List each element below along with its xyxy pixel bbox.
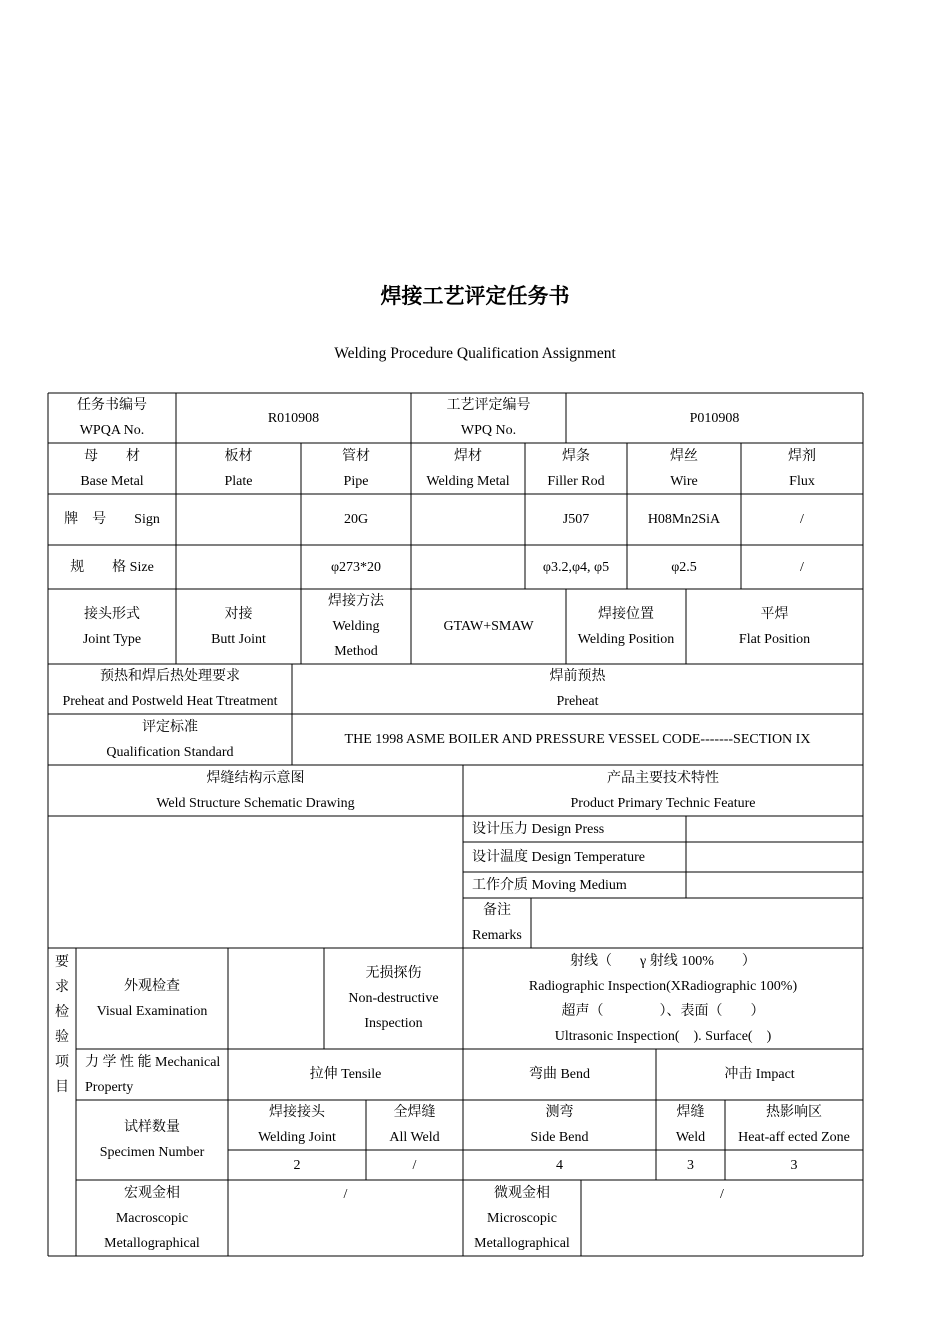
pipe-cn: 管材 (342, 448, 370, 464)
qualification-standard-en: Qualification Standard (106, 744, 234, 760)
wire-cn: 焊丝 (670, 448, 698, 464)
welding-method-cn: 焊接方法 (328, 594, 384, 609)
mechanical-property-label (76, 1049, 228, 1100)
qualification-standard-cn: 评定标准 (142, 719, 198, 735)
ndt-ultrasonic-en: Ultrasonic Inspection( ). Surface( ) (554, 1028, 772, 1044)
sign-rod-text: J507 (562, 512, 590, 527)
sign-flux (741, 494, 863, 545)
ndt-en2: Inspection (364, 1016, 423, 1031)
visual-examination-label (76, 948, 228, 1049)
wpq-label (411, 393, 566, 443)
weld-cn: 焊缝 (676, 1105, 705, 1120)
all-weld-header (366, 1100, 463, 1150)
bend-header (463, 1049, 656, 1100)
macroscopic-label (76, 1180, 228, 1256)
weld-count (656, 1150, 725, 1180)
joint-type-value-cn: 对接 (224, 606, 253, 622)
welding-position-en: Welding Position (577, 631, 675, 647)
filler-rod-en: Filler Rod (547, 473, 605, 489)
welding-position-value-en: Flat Position (738, 631, 811, 647)
heat-treatment-value-en: Preheat (556, 694, 599, 709)
flux-cn: 焊剂 (788, 448, 816, 464)
macroscopic-cn: 宏观金相 (124, 1185, 180, 1201)
weld-drawing-header (48, 765, 463, 816)
welding-method-value-text: GTAW+SMAW (443, 619, 534, 634)
welding-position-label (566, 589, 686, 664)
base-metal-cn: 母 材 (84, 448, 140, 464)
wire-header (627, 443, 741, 494)
weld-en: Weld (675, 1130, 706, 1145)
haz-count (725, 1150, 863, 1180)
remarks-cn: 备注 (483, 903, 511, 918)
size-pipe (301, 545, 411, 589)
welding-metal-cn: 焊材 (454, 448, 482, 464)
sign-weld (411, 494, 525, 545)
haz-en: Heat-aff ected Zone (738, 1130, 850, 1145)
side-bend-count-text: 4 (556, 1157, 563, 1173)
ndt-label (324, 948, 463, 1049)
ndt-cn: 无损探伤 (365, 966, 422, 981)
remarks-en: Remarks (472, 928, 522, 943)
size-flux (741, 545, 863, 589)
sign-wire-text: H08Mn2SiA (647, 512, 721, 527)
welding-method-en2: Method (334, 644, 378, 659)
microscopic-label (463, 1180, 581, 1256)
qualification-standard-text: THE 1998 ASME BOILER AND PRESSURE VESSEL CODE-------SECTION IX (344, 732, 811, 747)
ndt-ultrasonic-cn: 超声（ ）、表面（ ） (561, 1003, 765, 1019)
specimen-number-label (76, 1100, 228, 1180)
specimen-number-cn: 试样数量 (124, 1120, 180, 1135)
wpq-value (566, 393, 863, 443)
welding-position-value-cn: 平焊 (760, 606, 789, 622)
welding-joint-cn: 焊接接头 (269, 1105, 325, 1120)
welding-method-en1: Welding (332, 619, 380, 634)
weld-drawing-area (48, 816, 463, 948)
bend-text: 弯曲 Bend (528, 1067, 591, 1082)
visual-examination-en: Visual Examination (96, 1003, 208, 1019)
weld-drawing-en: Weld Structure Schematic Drawing (156, 795, 355, 811)
side-char-4: 验 (55, 1030, 69, 1045)
size-wire (627, 545, 741, 589)
size-label (48, 545, 176, 589)
wpqa-label-en: WPQA No. (79, 423, 145, 438)
technic-feature-cn: 产品主要技术特性 (607, 770, 719, 786)
qualification-standard-label (48, 714, 292, 765)
ndt-value (463, 948, 863, 1049)
plate-cn: 板材 (224, 448, 253, 464)
base-metal-header (48, 443, 176, 494)
heat-treatment-value (292, 664, 863, 714)
weld-header (656, 1100, 725, 1150)
microscopic-value (581, 1180, 863, 1256)
joint-type-en: Joint Type (82, 631, 142, 647)
sign-label-text: 牌 号 Sign (64, 512, 160, 527)
wpq-label-cn: 工艺评定编号 (446, 398, 531, 413)
base-metal-en: Base Metal (80, 473, 144, 489)
sign-label (48, 494, 176, 545)
inspection-side-label (48, 948, 76, 1108)
size-pipe-text: φ273*20 (330, 559, 382, 575)
design-pressure-text: 设计压力 Design Press (472, 821, 605, 837)
welding-method-value (411, 589, 566, 664)
wire-en: Wire (670, 473, 698, 489)
all-weld-en: All Weld (389, 1130, 440, 1145)
welding-joint-count (228, 1150, 366, 1180)
size-flux-text: / (800, 559, 804, 575)
design-temperature-value (686, 842, 863, 872)
joint-type-value-en: Butt Joint (211, 631, 266, 647)
impact-header (656, 1049, 863, 1100)
remarks-label (463, 898, 531, 948)
flux-header (741, 443, 863, 494)
side-char-1: 要 (55, 955, 69, 970)
all-weld-count-text: / (412, 1157, 417, 1173)
heat-treatment-en: Preheat and Postweld Heat Ttreatment (62, 694, 278, 709)
welding-metal-en: Welding Metal (426, 473, 510, 489)
sign-plate (176, 494, 301, 545)
technic-feature-en: Product Primary Technic Feature (570, 795, 756, 811)
microscopic-en2: Metallographical (474, 1235, 570, 1251)
ndt-radiographic-en: Radiographic Inspection(XRadiographic 100%) (528, 978, 798, 994)
all-weld-count (366, 1150, 463, 1180)
side-bend-count (463, 1150, 656, 1180)
moving-medium-value (686, 872, 863, 898)
macroscopic-value (228, 1180, 463, 1256)
specimen-number-en: Specimen Number (99, 1145, 205, 1160)
microscopic-value-text: / (720, 1187, 724, 1202)
design-temperature-text: 设计温度 Design Temperature (472, 849, 645, 865)
ndt-radiographic-cn: 射线（ γ 射线 100% ） (570, 953, 756, 969)
mechanical-property-line1: 力 学 性 能 Mechanical (85, 1054, 221, 1070)
ndt-en1: Non-destructive (348, 991, 439, 1006)
mechanical-property-line2: Property (85, 1079, 134, 1095)
pipe-header (301, 443, 411, 494)
joint-type-cn: 接头形式 (84, 606, 140, 622)
welding-metal-header (411, 443, 525, 494)
tensile-text: 拉伸 Tensile (309, 1067, 382, 1082)
tensile-header (228, 1049, 463, 1100)
all-weld-cn: 全焊缝 (393, 1105, 436, 1120)
microscopic-en1: Microscopic (487, 1210, 557, 1226)
joint-type-value (176, 589, 301, 664)
filler-rod-cn: 焊条 (562, 448, 590, 464)
haz-count-text: 3 (790, 1157, 798, 1173)
welding-joint-en: Welding Joint (258, 1130, 336, 1145)
joint-type-label (48, 589, 176, 664)
design-temperature-label (463, 842, 686, 872)
side-char-6: 目 (55, 1080, 69, 1095)
size-weld (411, 545, 525, 589)
heat-treatment-label (48, 664, 292, 714)
welding-joint-count-text: 2 (293, 1157, 301, 1173)
wpq-value-text: P010908 (689, 410, 740, 426)
side-char-2: 求 (55, 980, 69, 995)
weld-count-text: 3 (687, 1157, 694, 1173)
welding-joint-header (228, 1100, 366, 1150)
filler-rod-header (525, 443, 627, 494)
plate-header (176, 443, 301, 494)
design-pressure-label (463, 816, 686, 842)
plate-en: Plate (224, 473, 253, 489)
flux-en: Flux (789, 473, 815, 489)
microscopic-cn: 微观金相 (494, 1185, 550, 1201)
sign-pipe-text: 20G (343, 512, 369, 527)
haz-cn: 热影响区 (766, 1105, 822, 1120)
side-bend-header (463, 1100, 656, 1150)
moving-medium-label (463, 872, 686, 898)
welding-method-label (301, 589, 411, 664)
size-rod (525, 545, 627, 589)
sign-wire (627, 494, 741, 545)
technic-feature-header (463, 765, 863, 816)
haz-header (725, 1100, 863, 1150)
size-rod-text: φ3.2,φ4, φ5 (542, 559, 610, 575)
moving-medium-text: 工作介质 Moving Medium (472, 877, 627, 893)
sign-flux-text: / (800, 512, 804, 527)
wpqa-value (176, 393, 411, 443)
document-subtitle: Welding Procedure Qualification Assignment (334, 345, 616, 362)
side-char-3: 检 (55, 1005, 69, 1020)
visual-examination-cn: 外观检查 (124, 978, 180, 994)
wpqa-label (48, 393, 176, 443)
qualification-standard-value (292, 714, 863, 765)
heat-treatment-value-cn: 焊前预热 (549, 669, 606, 684)
macroscopic-en1: Macroscopic (115, 1210, 189, 1226)
wpqa-value-text: R010908 (267, 410, 320, 426)
design-pressure-value (686, 816, 863, 842)
macroscopic-value-text: / (343, 1187, 348, 1202)
document-title: 焊接工艺评定任务书 (380, 284, 570, 308)
side-char-5: 项 (55, 1055, 69, 1070)
size-label-text: 规 格 Size (70, 559, 154, 575)
heat-treatment-cn: 预热和焊后热处理要求 (100, 669, 240, 684)
impact-text: 冲击 Impact (724, 1067, 795, 1082)
welding-position-value (686, 589, 863, 664)
side-bend-en: Side Bend (530, 1130, 589, 1145)
welding-position-cn: 焊接位置 (598, 606, 654, 622)
wpq-label-en: WPQ No. (460, 423, 517, 438)
macroscopic-en2: Metallographical (104, 1235, 200, 1251)
wpqa-label-cn: 任务书编号 (77, 398, 147, 413)
pipe-en: Pipe (343, 473, 369, 489)
size-wire-text: φ2.5 (671, 559, 697, 575)
sign-pipe (301, 494, 411, 545)
sign-rod (525, 494, 627, 545)
size-plate (176, 545, 301, 589)
remarks-value (531, 898, 863, 948)
weld-drawing-cn: 焊缝结构示意图 (206, 770, 305, 786)
visual-examination-value (228, 948, 324, 1049)
side-bend-cn: 测弯 (545, 1105, 574, 1120)
